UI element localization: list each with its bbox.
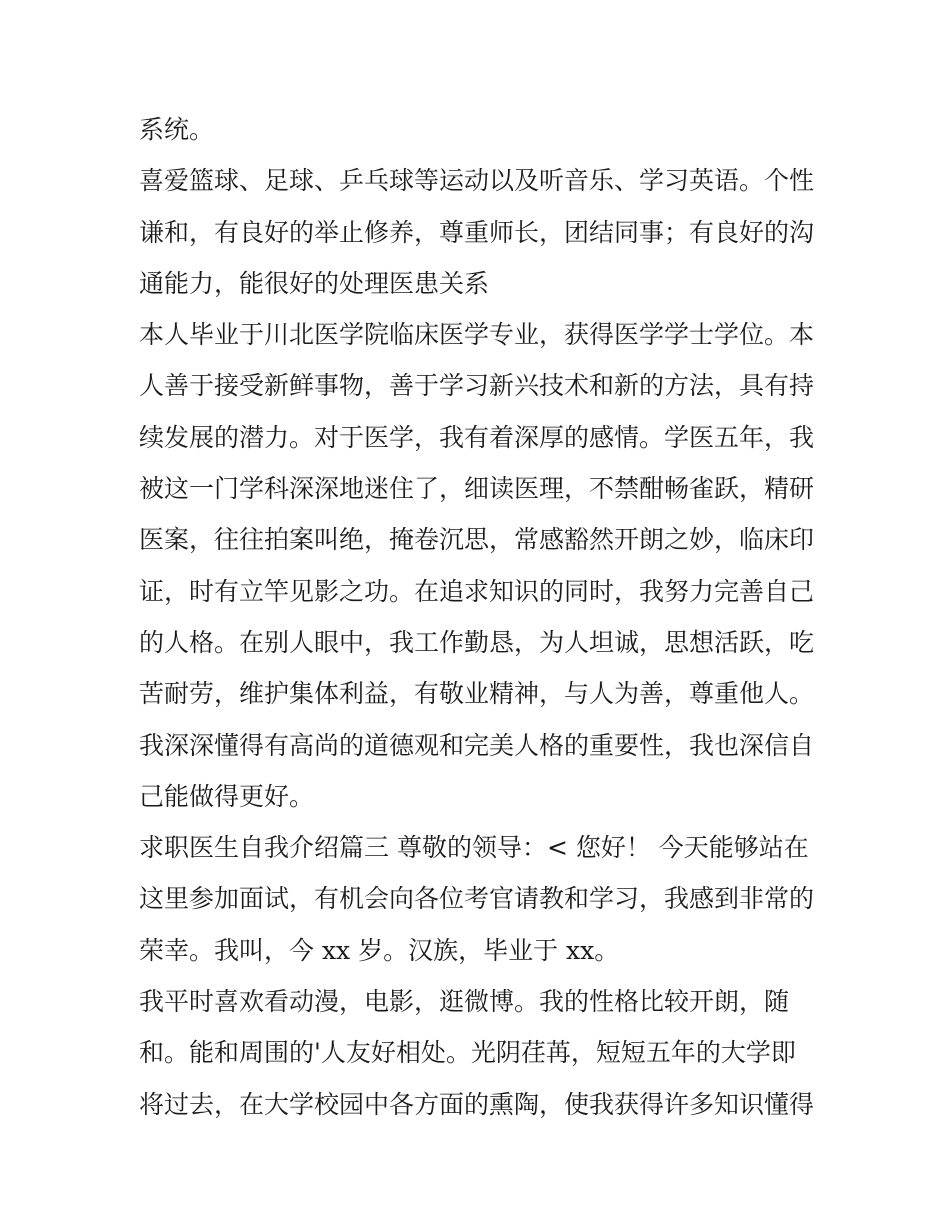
- text-line: 谦和，有良好的举止修养，尊重师长，团结同事；有良好的沟: [139, 217, 815, 247]
- text-line: 我平时喜欢看动漫，电影，逛微博。我的性格比较开朗，随: [139, 987, 790, 1017]
- text-line: 证，时有立竿见影之功。在追求知识的同时，我努力完善自己: [139, 576, 815, 606]
- text-line: 的人格。在别人眼中，我工作勤恳，为人坦诚，思想活跃，吃: [139, 627, 815, 657]
- text-line: 人善于接受新鲜事物，善于学习新兴技术和新的方法，具有持: [139, 371, 815, 401]
- text-line: 荣幸。我叫，今 xx 岁。汉族，毕业于 xx。: [139, 935, 620, 965]
- text-line: 我深深懂得有高尚的道德观和完美人格的重要性，我也深信自: [139, 730, 815, 760]
- text-line: 续发展的潜力。对于医学，我有着深厚的感情。学医五年，我: [139, 422, 815, 452]
- body-text: [139, 104, 819, 1130]
- text-line: 本人毕业于川北医学院临床医学专业，获得医学学士学位。本: [139, 320, 815, 350]
- text-line: 苦耐劳，维护集体利益，有敬业精神，与人为善，尊重他人。: [139, 679, 815, 709]
- text-line: 和。能和周围的'人友好相处。光阴荏苒，短短五年的大学即: [139, 1038, 796, 1068]
- text-line: 被这一门学科深深地迷住了，细读医理，不禁酣畅雀跃，精研: [139, 474, 815, 504]
- text-line: 通能力，能很好的处理医患关系: [139, 268, 490, 298]
- text-line: 医案，往往拍案叫绝，掩卷沉思，常感豁然开朗之妙，临床印: [139, 525, 815, 555]
- text-line: 己能做得更好。: [139, 781, 315, 811]
- text-line: 求职医生自我介绍篇三 尊敬的领导：< 您好！ 今天能够站在: [139, 833, 809, 863]
- text-line: 这里参加面试，有机会向各位考官请教和学习，我感到非常的: [139, 884, 815, 914]
- text-line: 喜爱篮球、足球、乒乓球等运动以及听音乐、学习英语。个性: [139, 166, 815, 196]
- text-line: 将过去，在大学校园中各方面的熏陶，使我获得许多知识懂得: [139, 1089, 815, 1119]
- text-line: 系统。: [139, 115, 215, 144]
